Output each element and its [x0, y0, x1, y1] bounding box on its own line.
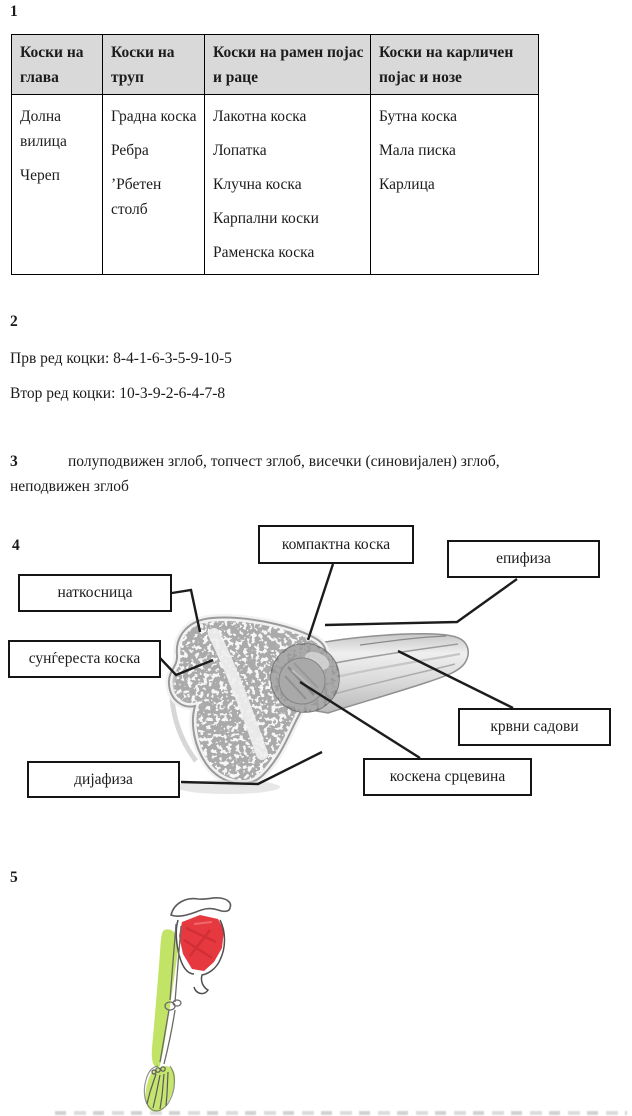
label-blood-vessels: крвни садови	[490, 718, 579, 735]
table-cell-paragraph: Клучна коска	[213, 176, 302, 193]
label-box-epiphysis	[447, 540, 600, 578]
table-header-leg-bones: Коски на карличен појас и нозе	[371, 35, 539, 95]
table-cell-paragraph: Лакотна коска	[213, 108, 307, 125]
table-cell-paragraph: Градна коска	[111, 108, 197, 125]
scapula-muscle-red	[179, 915, 224, 971]
cutoff-text-strip	[55, 1111, 627, 1115]
arm-illustration	[120, 890, 260, 1116]
table-cell-paragraph: Мала писка	[379, 142, 456, 159]
label-spongy-bone: сунѓереста коска	[28, 650, 141, 667]
table-cell-arm-bones	[205, 95, 371, 275]
table-cell-paragraph: Карлица	[379, 176, 435, 193]
table-cell-paragraph: Карпални коски	[213, 210, 319, 227]
table-header-head-bones: Коски на глава	[12, 35, 103, 95]
marrow-cavity	[279, 658, 325, 704]
section-2-number: 2	[10, 313, 18, 330]
joints-text: полуподвижен зглоб, топчест зглоб, висечки (синовијален) зглоб, неподвижен зглоб	[10, 453, 500, 495]
table-cell-paragraph: Череп	[20, 167, 60, 184]
label-compact-bone: компактна коска	[281, 535, 391, 553]
label-box-periosteum	[18, 574, 172, 612]
label-box-compact-bone	[258, 525, 414, 564]
section-1-number: 1	[10, 3, 18, 20]
table-header-arm-bones: Коски на рамен појас и раце	[205, 35, 371, 95]
joints-answer	[10, 449, 555, 499]
label-box-diaphysis	[27, 761, 180, 798]
section-4-number: 4	[12, 537, 20, 554]
bone-diagram	[0, 518, 632, 830]
label-box-blood-vessels	[458, 708, 611, 746]
label-box-spongy-bone	[8, 640, 161, 678]
table-cell-paragraph: Бутна коска	[379, 108, 458, 125]
dice-row-1: Прв ред коцки: 8-4-1-6-3-5-9-10-5	[10, 350, 232, 367]
bones-table	[11, 34, 539, 275]
table-cell-paragraph: Ребра	[111, 142, 149, 159]
table-cell-paragraph: Раменска коска	[213, 244, 315, 261]
clavicle-outline	[171, 898, 231, 916]
table-cell-head-bones	[12, 95, 103, 275]
label-diaphysis: дијафиза	[74, 770, 133, 788]
table-cell-trunk-bones	[103, 95, 205, 275]
table-header-trunk-bones: Коски на труп	[103, 35, 205, 95]
section-3-number: 3	[10, 453, 18, 470]
label-bone-marrow: коскена срцевина	[389, 768, 506, 785]
table-cell-paragraph: Долна вилица	[20, 108, 67, 150]
section-5-number: 5	[10, 869, 18, 886]
table-cell-paragraph: ’Рбетен столб	[111, 176, 162, 218]
label-box-bone-marrow	[363, 758, 532, 796]
table-row	[12, 95, 539, 275]
table-cell-paragraph: Лопатка	[213, 142, 267, 159]
dice-row-2: Втор ред коцки: 10-3-9-2-6-4-7-8	[10, 385, 226, 402]
table-cell-leg-bones	[371, 95, 539, 275]
label-epiphysis: епифиза	[496, 550, 551, 567]
label-periosteum: наткосница	[57, 584, 133, 601]
